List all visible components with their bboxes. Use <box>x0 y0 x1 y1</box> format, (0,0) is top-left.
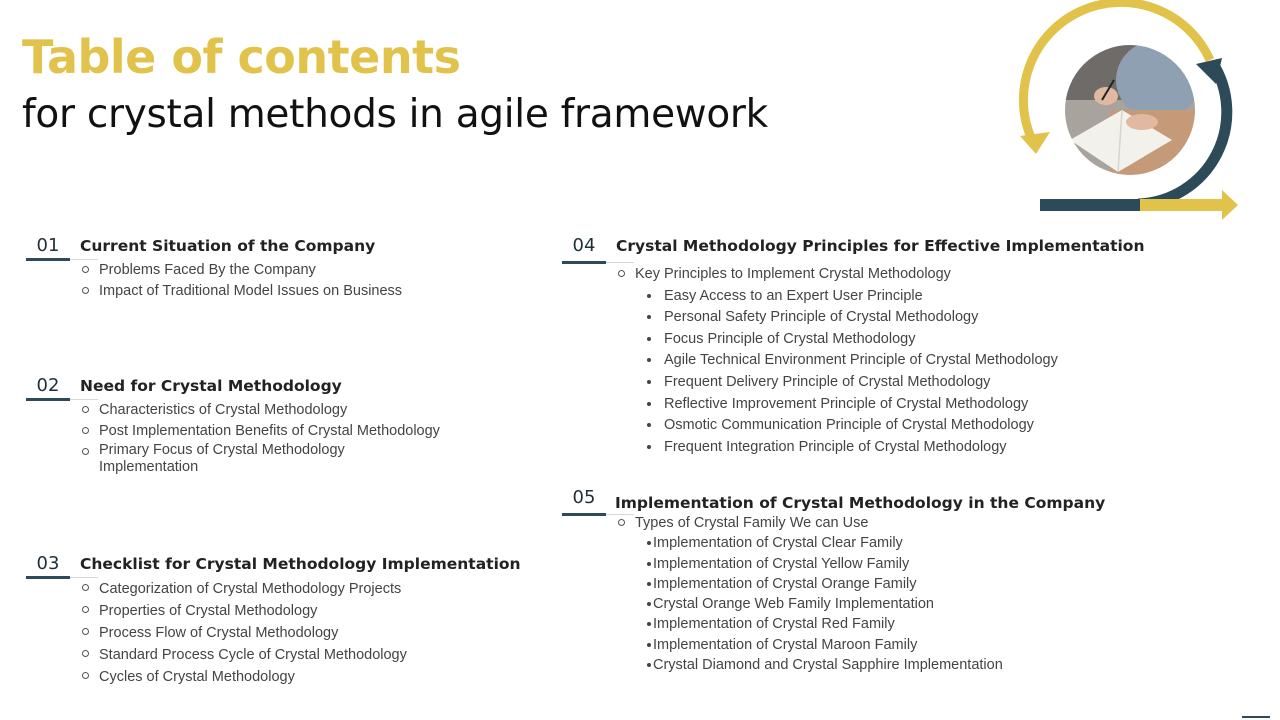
page-subtitle: for crystal methods in agile framework <box>22 92 768 137</box>
list-subitem: Implementation of Crystal Red Family <box>616 614 1003 634</box>
list-subitem: Frequent Integration Principle of Crystal Methodology <box>616 437 1058 459</box>
section-heading: Need for Crystal Methodology <box>80 377 342 395</box>
list-subitem: Crystal Diamond and Crystal Sapphire Implementation <box>616 655 1003 675</box>
list-item: Process Flow of Crystal Methodology <box>80 622 407 644</box>
list-item: Standard Process Cycle of Crystal Methodology <box>80 644 407 666</box>
section-number: 02 <box>36 375 60 396</box>
section-number-underline <box>26 398 70 401</box>
list-item: Key Principles to Implement Crystal Methodology <box>616 264 1058 286</box>
list-subitem: Implementation of Crystal Yellow Family <box>616 554 1003 574</box>
section-number-underline <box>26 258 70 261</box>
teal-bar <box>1040 199 1150 211</box>
section-number: 05 <box>572 487 596 508</box>
list-item: Characteristics of Crystal Methodology <box>80 400 440 421</box>
corner-mark <box>1242 716 1270 718</box>
section-number-underline <box>562 513 606 516</box>
list-subitem: Reflective Improvement Principle of Crystal Methodology <box>616 394 1058 416</box>
list-subitem: Osmotic Communication Principle of Crystal Methodology <box>616 415 1058 437</box>
section-number-underline <box>562 261 606 264</box>
list-subitem: Easy Access to an Expert User Principle <box>616 286 1058 308</box>
list-subitem: Implementation of Crystal Orange Family <box>616 574 1003 594</box>
section-heading: Crystal Methodology Principles for Effective Implementation <box>616 237 1145 255</box>
yellow-bar <box>1140 199 1225 211</box>
section-number: 01 <box>36 235 60 256</box>
section-heading: Checklist for Crystal Methodology Implementation <box>80 555 521 573</box>
list-subitem: Implementation of Crystal Maroon Family <box>616 635 1003 655</box>
yellow-arrowhead <box>1020 132 1050 154</box>
list-subitem: Personal Safety Principle of Crystal Methodology <box>616 307 1058 329</box>
section-heading: Current Situation of the Company <box>80 237 376 255</box>
section-number: 04 <box>572 235 596 256</box>
page-title: Table of contents <box>22 30 461 84</box>
section-number: 03 <box>36 553 60 574</box>
list-item: Primary Focus of Crystal Methodology Implementation <box>80 442 369 476</box>
list-item: Impact of Traditional Model Issues on Business <box>80 281 402 302</box>
yellow-right-arrowhead <box>1222 190 1238 220</box>
list-item: Problems Faced By the Company <box>80 260 402 281</box>
list-item: Properties of Crystal Methodology <box>80 600 407 622</box>
list-item: Categorization of Crystal Methodology Projects <box>80 578 407 600</box>
section-number-underline <box>26 576 70 579</box>
section-heading: Implementation of Crystal Methodology in the Company <box>615 494 1106 512</box>
hero-image <box>1010 0 1260 230</box>
list-subitem: Implementation of Crystal Clear Family <box>616 533 1003 553</box>
list-item: Cycles of Crystal Methodology <box>80 666 407 688</box>
section-items <box>616 264 1058 458</box>
list-item: Types of Crystal Family We can Use <box>616 513 1003 533</box>
photo <box>1060 40 1210 190</box>
list-item: Post Implementation Benefits of Crystal Methodology <box>80 421 440 442</box>
list-subitem: Frequent Delivery Principle of Crystal Methodology <box>616 372 1058 394</box>
section-items <box>80 400 440 476</box>
list-subitem: Focus Principle of Crystal Methodology <box>616 329 1058 351</box>
section-divider <box>606 262 634 263</box>
section-items <box>616 513 1003 675</box>
section-items <box>80 260 402 302</box>
section-items <box>80 578 407 688</box>
list-subitem: Crystal Orange Web Family Implementation <box>616 594 1003 614</box>
list-subitem: Agile Technical Environment Principle of Crystal Methodology <box>616 350 1058 372</box>
hero-illustration <box>1010 0 1260 230</box>
